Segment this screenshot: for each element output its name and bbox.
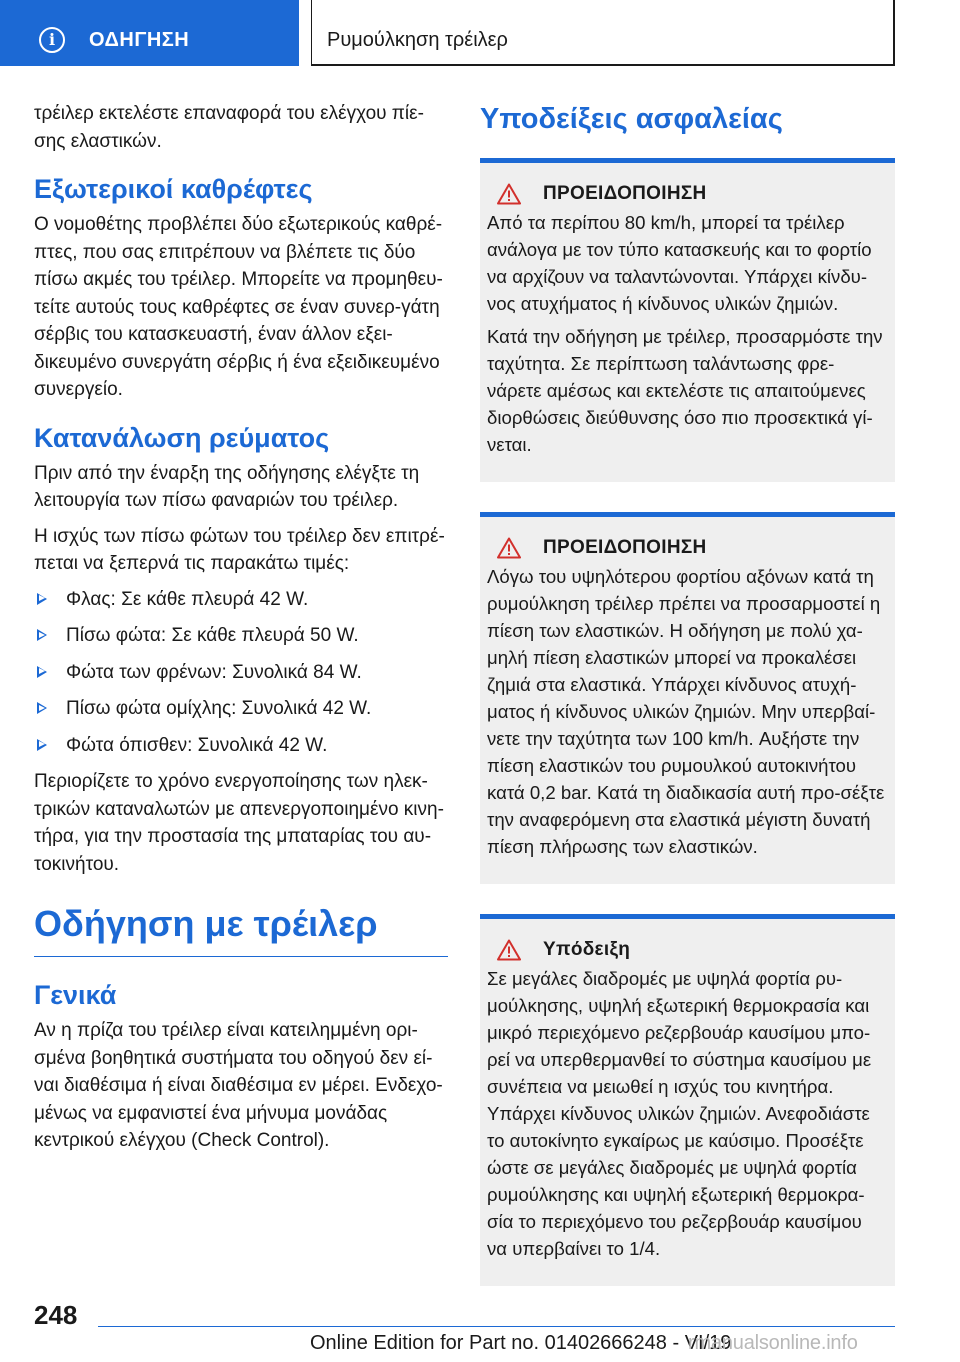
- warning-box-1: [480, 158, 895, 482]
- warning-triangle-icon: [497, 183, 521, 205]
- edition-text: Online Edition for Part no. 01402666248 - VI/19: [310, 1332, 732, 1354]
- general-heading: Γενικά: [34, 980, 117, 1010]
- note-box: [480, 914, 895, 1286]
- info-icon: i: [39, 27, 65, 53]
- list-item-text: Φώτα όπισθεν: Συνολικά 42 W.: [66, 734, 328, 756]
- footer-divider: [98, 1326, 895, 1327]
- triangle-bullet-icon: [37, 739, 47, 751]
- warning-box-2: [480, 512, 895, 884]
- note-box-paragraph: Σε μεγάλες διαδρομές με υψηλά φορτία ρυ-μούλκησης, υψηλή εξωτερική θερμοκρασία και μικρό περιεχόμενο ρεζερβουάρ καυσίμου μπο-ρεί να υπερθερμανθεί το σύστημα καυσίμου με συνέπεια να μειωθεί η ισχύς του κινητήρα. Υπάρχει κίνδυνος υλικών ζημιών. Ανεφοδιάστε το αυτοκίνητο εγκαίρως με καύσιμο. Προσέξτε ώστε σε μεγάλες διαδρομές με υψηλά φορτία ρυμούλκησης και υψηλή εξωτερική θερμοκρα-σία το περιεχόμενο του ρεζερβουάρ καυσίμου να υπερβαίνει το 1/4.: [487, 968, 872, 1259]
- note-box-title: Υπόδειξη: [543, 939, 631, 960]
- list-item-text: Πίσω φώτα ομίχλης: Συνολικά 42 W.: [66, 698, 372, 719]
- note-box-header: [497, 939, 885, 961]
- warning-box-title: ΠΡΟΕΙΔΟΠΟΙΗΣΗ: [543, 183, 707, 204]
- triangle-bullet-icon: [37, 593, 47, 605]
- triangle-bullet-icon: [37, 629, 47, 641]
- chapter-tab-label: ΟΔΗΓΗΣΗ: [89, 29, 190, 51]
- watermark-site: rmanualsonline.info: [688, 1332, 858, 1354]
- mirrors-heading: Εξωτερικοί καθρέφτες: [34, 174, 313, 204]
- breadcrumb-title: Ρυμούλκηση τρέιλερ: [327, 29, 508, 51]
- triangle-bullet-icon: [37, 702, 47, 714]
- left-column: [34, 100, 448, 1163]
- warning-box-paragraph: Κατά την οδήγηση με τρέιλερ, προσαρμόστε την ταχύτητα. Σε περίπτωση ταλάντωσης φρε-νάρετε αμέσως και εκτελέστε τις απαιτούμενες διορθώσεις διεύθυνσης όσο πιο προσεκτικά γί-νεται.: [487, 326, 883, 455]
- list-item: [34, 659, 448, 687]
- power-limits-list: [34, 586, 448, 760]
- warning-box-paragraph: Λόγω του υψηλότερου φορτίου αξόνων κατά τη ρυμούλκηση τρέιλερ πρέπει να προσαρμοστεί η πίεση των ελαστικών. Η οδήγηση με πολύ χα-μηλή πίεση ελαστικών μπορεί να προκαλέσει ζημιά στα ελαστικά. Υπάρχει κίνδυνος ατυχή-ματος ή κίνδυνος υλικών ζημιών. Μην υπερβαί-νετε την ταχύτητα των 100 km/h. Αυξήστε την πίεση ελαστικών του ρυμουλκού αυτοκινήτου κατά 0,2 bar. Κατά τη διαδικασία αυτή προ-σέξτε την αναφερόμενη στα ελαστικά μέγιστη δυνατή πίεση πλήρωσης των ελαστικών.: [487, 566, 885, 857]
- warning-box-header: [497, 537, 885, 559]
- list-item: [34, 695, 448, 723]
- power-paragraph-3: Περιορίζετε το χρόνο ενεργοποίησης των ηλεκ-τρικών καταναλωτών με απενεργοποιημένο κινη-τήρα, για την προστασία της μπαταρίας του αυ-τοκινήτου.: [34, 771, 444, 875]
- right-column: [480, 100, 895, 1316]
- general-paragraph: Αν η πρίζα του τρέιλερ είναι κατειλημμένη ορι-σμένα βοηθητικά συστήματα του οδηγού δεν εί-ναι διαθέσιμα ή είναι διαθέσιμα εν μέρει. Ενδεχο-μένως να εμφανιστεί ένα μήνυμα μονάδας κεντρικού ελέγχου (Check Control).: [34, 1020, 443, 1151]
- power-paragraph-2: Η ισχύς των πίσω φώτων του τρέιλερ δεν επιτρέ-πεται να ξεπερνά τις παρακάτω τιμές:: [34, 525, 445, 574]
- warning-triangle-icon: [497, 537, 521, 559]
- warning-box-title: ΠΡΟΕΙΔΟΠΟΙΗΣΗ: [543, 537, 707, 558]
- breadcrumb: [311, 0, 895, 66]
- page-number: 248: [34, 1300, 78, 1330]
- warning-box-header: [497, 183, 885, 205]
- list-item: [34, 732, 448, 760]
- list-item: [34, 586, 448, 614]
- chapter-tab[interactable]: [0, 0, 299, 66]
- list-item-text: Πίσω φώτα: Σε κάθε πλευρά 50 W.: [66, 625, 359, 646]
- mirrors-paragraph: Ο νομοθέτης προβλέπει δύο εξωτερικούς καθρέ-πτες, που σας επιτρέπουν να βλέπετε τις δύο πίσω ακμές του τρέιλερ. Μπορείτε να προμηθευ-τείτε αυτούς τους καθρέφτες σε έναν συνερ-γάτη σέρβις του κατασκευαστή, έναν άλλον εξει-δικευμένο συνεργάτη σέρβις ή ένα εξειδικευμένο συνεργείο.: [34, 214, 443, 400]
- power-paragraph-1: Πριν από την έναρξη της οδήγησης ελέγξτε τη λειτουργία των πίσω φαναριών του τρέιλερ.: [34, 462, 420, 511]
- warning-triangle-icon: [497, 939, 521, 961]
- list-item-text: Φώτα των φρένων: Συνολικά 84 W.: [66, 661, 362, 683]
- breadcrumb-divider: [311, 0, 312, 64]
- driving-heading: Οδήγηση με τρέιλερ: [34, 902, 448, 957]
- intro-paragraph: τρέιλερ εκτελέστε επαναφορά του ελέγχου πίε-σης ελαστικών.: [34, 103, 424, 152]
- triangle-bullet-icon: [37, 666, 47, 678]
- warning-box-paragraph: Από τα περίπου 80 km/h, μπορεί τα τρέιλερ ανάλογα με τον τύπο κατασκευής και το φορτίο να αρχίζουν να ταλαντώνονται. Υπάρχει κίνδυ-νος ατυχήματος ή κίνδυνος υλικών ζημιών.: [487, 212, 872, 314]
- list-item-text: Φλας: Σε κάθε πλευρά 42 W.: [66, 588, 309, 610]
- power-heading: Κατανάλωση ρεύματος: [34, 422, 330, 453]
- list-item: [34, 622, 448, 650]
- safety-heading: Υποδείξεις ασφαλείας: [480, 103, 783, 135]
